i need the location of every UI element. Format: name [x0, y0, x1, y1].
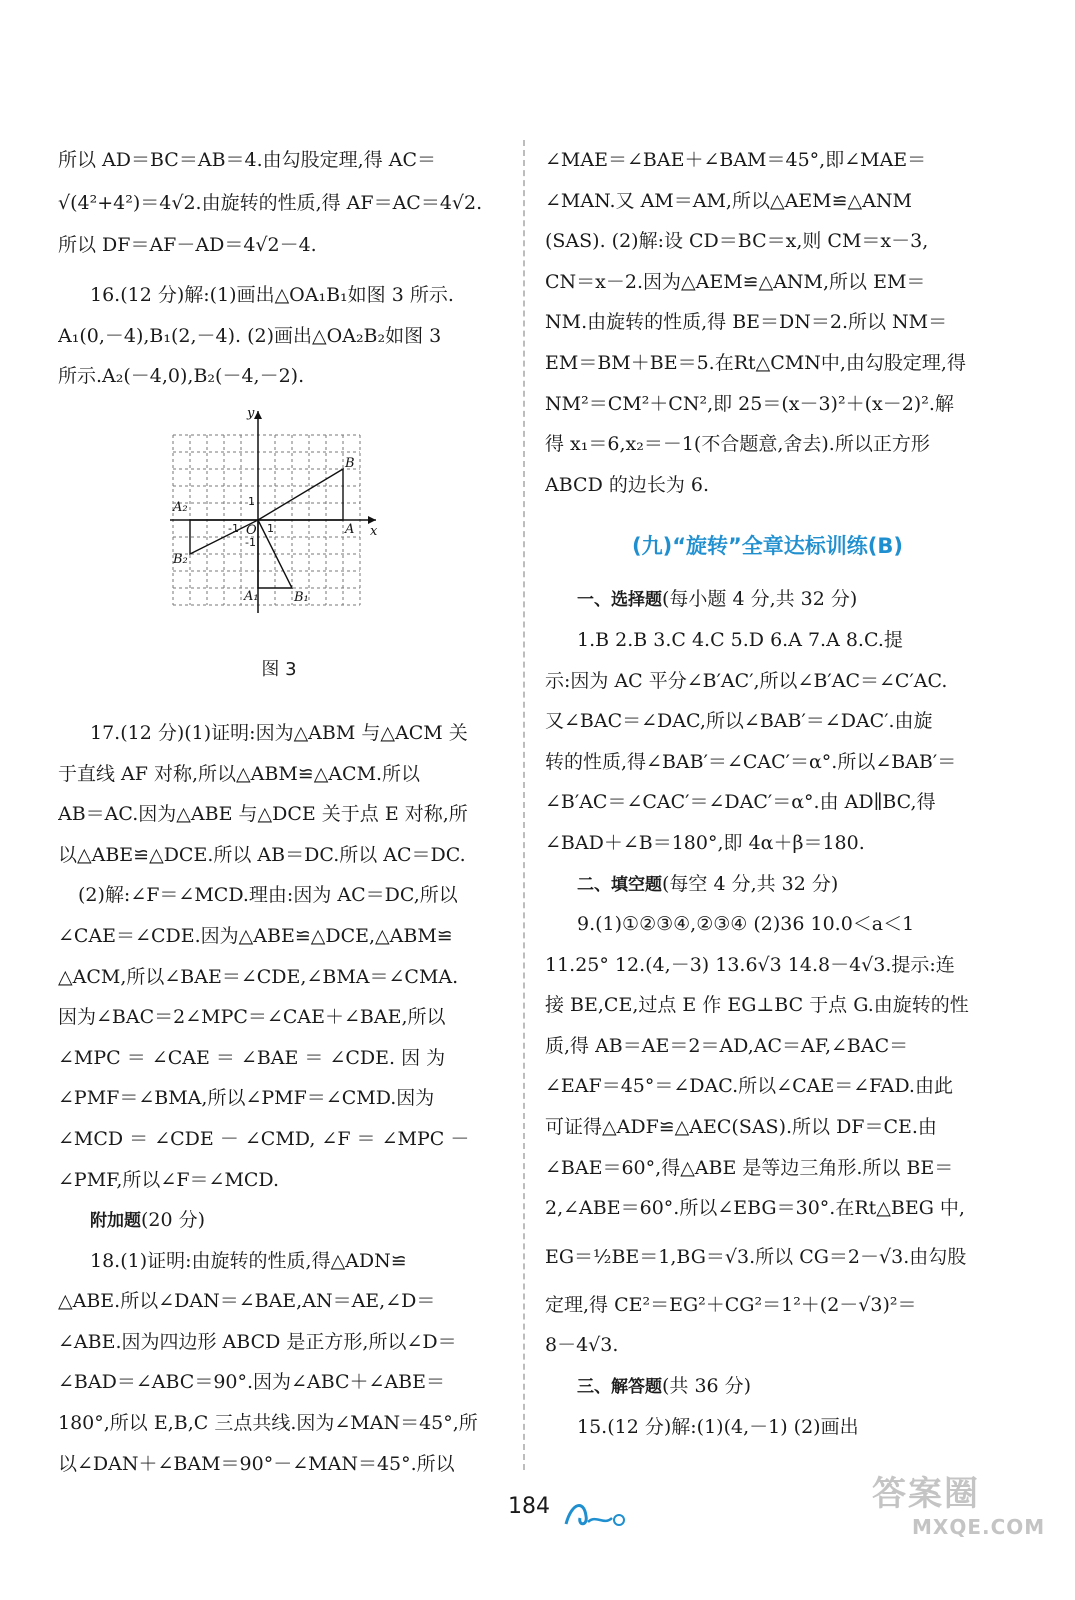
tick-label: 1 [248, 494, 255, 508]
part1-heading [545, 579, 990, 620]
text-line: ∠MAN.又 AM＝AM,所以△AEM≌△ANM [545, 189, 912, 212]
text-line: CN＝x－2.因为△AEM≌△ANM,所以 EM＝ [545, 270, 926, 293]
text-line: 以△ABE≌△DCE.所以 AB＝DC.所以 AC＝DC. [58, 843, 466, 866]
text-line: 8－4√3. [545, 1334, 619, 1357]
part2-score: (每空 4 分,共 32 分) [662, 872, 839, 895]
label-b2: B₂ [173, 551, 188, 567]
watermark [872, 1466, 1045, 1539]
text-line: 接 BE,CE,过点 E 作 EG⊥BC 于点 G.由旋转的性 [545, 994, 969, 1017]
page-number: 184 [508, 1494, 550, 1519]
text-line: 因为∠BAC＝2∠MPC＝∠CAE＋∠BAE,所以 [58, 1006, 446, 1029]
text-line: ∠BAD＋∠B＝180°,即 4α＋β＝180. [545, 831, 865, 854]
section-title: (九)“旋转”全章达标训练(B) [632, 534, 903, 559]
watermark-text: 答案圈 [872, 1474, 980, 1514]
watermark-url: MXQE.COM [912, 1515, 1046, 1539]
text-line: ∠ABE.因为四边形 ABCD 是正方形,所以∠D＝ [58, 1330, 457, 1353]
text-line: ∠PMF,所以∠F＝∠MCD. [58, 1168, 280, 1191]
y-axis-arrow-icon [254, 411, 262, 419]
text-line: 质,得 AB＝AE＝2＝AD,AC＝AF,∠BAC＝ [545, 1034, 909, 1057]
text-line: ∠BAE＝60°,得△ABE 是等边三角形.所以 BE＝ [545, 1156, 954, 1179]
extra-title: 附加题 [90, 1211, 141, 1232]
text-line: ∠MAE＝∠BAE＋∠BAM＝45°,即∠MAE＝ [545, 149, 927, 171]
text-line: ∠B′AC＝∠CAC′＝∠DAC′＝α°.由 AD∥BC,得 [545, 791, 936, 814]
text-line: 示:因为 AC 平分∠B′AC′,所以∠B′AC＝∠C′AC. [545, 669, 948, 692]
figure-caption: 图 3 [261, 658, 297, 680]
label-b1: B₁ [294, 589, 309, 605]
label-a: A [345, 521, 355, 537]
text-line: 1.B 2.B 3.C 4.C 5.D 6.A 7.A 8.C.提 [577, 628, 903, 651]
label-b: B [345, 455, 355, 471]
text-line: EG＝½BE＝1,BG＝√3.所以 CG＝2－√3.由勾股 [545, 1245, 967, 1268]
text-line: NM²＝CM²＋CN²,即 25＝(x－3)²＋(x－2)².解 [545, 392, 954, 415]
right-column [545, 140, 990, 1447]
text-line: (SAS). (2)解:设 CD＝BC＝x,则 CM＝x－3, [545, 230, 929, 253]
text-line: 定理,得 CE²＝EG²＋CG²＝1²＋(2－√3)²＝ [545, 1293, 917, 1316]
label-a2: A₂ [173, 499, 188, 515]
tick-label: 1 [267, 521, 274, 535]
x-axis-arrow-icon [368, 516, 376, 524]
text-line: ∠BAD＝∠ABC＝90°.因为∠ABC＋∠ABE＝ [58, 1371, 446, 1394]
text-line: ABCD 的边长为 6. [545, 473, 710, 496]
text-line: ∠CAE＝∠CDE.因为△ABE≌△DCE,△ABM≌ [58, 924, 453, 947]
text-line: △ABE.所以∠DAN＝∠BAE,AN＝AE,∠D＝ [58, 1290, 436, 1313]
wave-ornament-icon [562, 1496, 632, 1530]
part1-title: 一、选择题 [577, 590, 662, 611]
label-a1: A₁ [244, 588, 259, 604]
text-line: 可证得△ADF≌△AEC(SAS).所以 DF＝CE.由 [545, 1116, 937, 1139]
text-line: 又∠BAC＝∠DAC,所以∠BAB′＝∠DAC′.由旋 [545, 710, 933, 733]
text-line: 转的性质,得∠BAB′＝∠CAC′＝α°.所以∠BAB′＝ [545, 750, 957, 773]
label-y: y [247, 405, 255, 421]
text-line: ∠MPC ＝ ∠CAE ＝ ∠BAE ＝ ∠CDE. 因 为 [58, 1046, 446, 1069]
text-line: (2)解:∠F＝∠MCD.理由:因为 AC＝DC,所以 [78, 884, 458, 907]
text-line: △ACM,所以∠BAE＝∠CDE,∠BMA＝∠CMA. [58, 965, 459, 988]
extra-heading [58, 1200, 500, 1241]
text-line: ∠EAF＝45°＝∠DAC.所以∠CAE＝∠FAD.由此 [545, 1075, 953, 1098]
label-x: x [370, 523, 378, 539]
part2-heading [545, 864, 990, 905]
problem-17-line: 17.(12 分)(1)证明:因为△ABM 与△ACM 关 [90, 721, 468, 744]
text-line: ∠PMF＝∠BMA,所以∠PMF＝∠CMD.因为 [58, 1087, 435, 1110]
text-line: 以∠DAN＋∠BAM＝90°－∠MAN＝45°.所以 [58, 1452, 455, 1475]
part1-score: (每小题 4 分,共 32 分) [662, 588, 858, 611]
text-line: 180°,所以 E,B,C 三点共线.因为∠MAN＝45°,所 [58, 1412, 478, 1435]
text-line: 得 x₁＝6,x₂＝－1(不合题意,舍去).所以正方形 [545, 433, 930, 456]
part3-heading [545, 1366, 990, 1407]
text-line: 所以 DF＝AF－AD＝4√2－4. [58, 233, 317, 256]
label-o: O [246, 522, 257, 538]
text-line: ∠MCD ＝ ∠CDE － ∠CMD, ∠F ＝ ∠MPC － [58, 1127, 470, 1150]
text-line: AB＝AC.因为△ABE 与△DCE 关于点 E 对称,所 [58, 803, 468, 826]
part2-title: 二、填空题 [577, 874, 662, 895]
text-line: 2,∠ABE＝60°.所以∠EBG＝30°.在Rt△BEG 中, [545, 1197, 965, 1220]
left-column [58, 140, 500, 1484]
text-line: 于直线 AF 对称,所以△ABM≌△ACM.所以 [58, 762, 421, 785]
column-divider [523, 140, 525, 1470]
problem-15-line: 15.(12 分)解:(1)(4,－1) (2)画出 [577, 1415, 859, 1438]
part3-score: (共 36 分) [662, 1375, 752, 1398]
triangle-OAB [258, 469, 343, 520]
text-line: NM.由旋转的性质,得 BE＝DN＝2.所以 NM＝ [545, 311, 948, 334]
text-line: A₁(0,－4),B₁(2,－4). (2)画出△OA₂B₂如图 3 [58, 324, 442, 347]
problem-16-line: 16.(12 分)解:(1)画出△OA₁B₁如图 3 所示. [90, 284, 454, 307]
figure-3 [58, 397, 500, 655]
part3-title: 三、解答题 [577, 1377, 662, 1398]
text-line: 11.25° 12.(4,－3) 13.6√3 14.8－4√3.提示:连 [545, 953, 955, 976]
text-line: 所示.A₂(－4,0),B₂(－4,－2). [58, 365, 305, 388]
extra-score: (20 分) [141, 1209, 206, 1232]
coordinate-grid [170, 405, 390, 617]
tick-label: -1 [245, 535, 256, 549]
text-line: EM＝BM＋BE＝5.在Rt△CMN中,由勾股定理,得 [545, 351, 966, 374]
text-line: √(4²+4²)＝4√2.由旋转的性质,得 AF＝AC＝4√2. [58, 191, 483, 214]
text-line: 所以 AD＝BC＝AB＝4.由勾股定理,得 AC＝ [58, 149, 436, 171]
problem-18-line: 18.(1)证明:由旋转的性质,得△ADN≌ [90, 1249, 407, 1272]
tick-label: -1 [228, 521, 239, 535]
text-line: 9.(1)①②③④,②③④ (2)36 10.0＜a＜1 [577, 913, 915, 936]
